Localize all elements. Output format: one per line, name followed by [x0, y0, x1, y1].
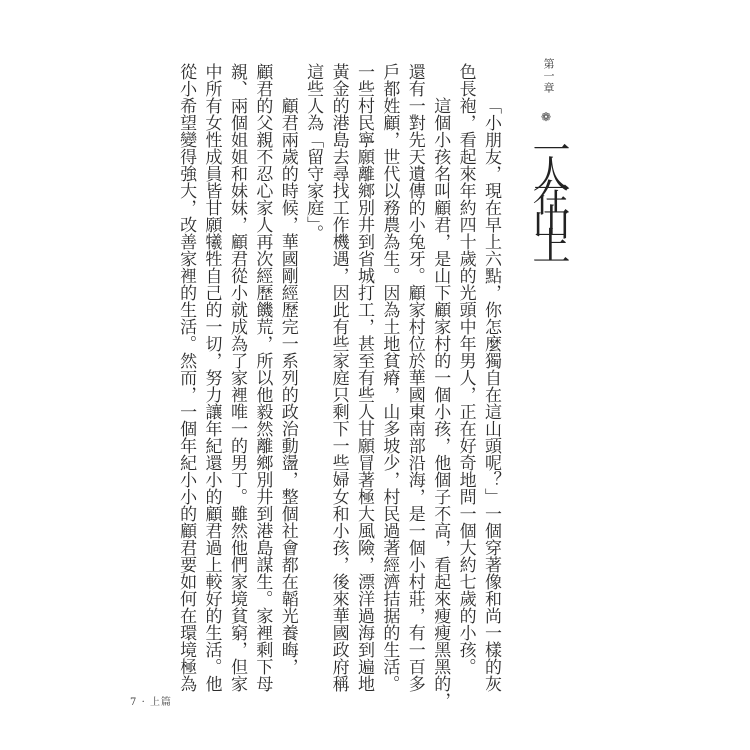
footer-separator: · [141, 697, 146, 708]
page-footer [130, 693, 172, 708]
text-column: 黃金的港島去尋找工作機遇，因此有些家庭只剩下一些婦女和小孩，後來華國政府稱 [328, 63, 349, 692]
text-column: 一些村民寧願離鄉別井到省城打工，甚至有些人甘願冒著極大風險，漂洋過海到遍地 [353, 63, 374, 692]
text-column: 戶都姓顧，世代以務農為生。因為土地貧瘠，山多坡少，村民過著經濟拮据的生活。 [379, 63, 400, 692]
text-column: 顧君兩歲的時候，華國剛經歷完一系列的政治動盪，整個社會都在韜光養晦， [277, 97, 298, 675]
text-column: 從小希望變得強大，改善家裡的生活。然而，一個年紀小小的顧君要如何在環境極為 [176, 63, 197, 692]
text-column: 色長袍，看起來年約四十歲的光頭中年男人，正在好奇地問一個大約七歲的小孩。 [455, 63, 476, 675]
chapter-label: 第一章 [542, 58, 555, 94]
body-text [173, 63, 503, 709]
text-column: 顧君的父親不忍心家人再次經歷饑荒，所以他毅然離鄉別井到港島謀生。家裡剩下母 [252, 63, 273, 692]
text-column: 中所有女性成員皆甘願犧牲自己的一切，努力讓年紀還小的顧君過上較好的生活。他 [201, 63, 222, 692]
text-column: 這個小孩名叫顧君，是山下顧家村的一個小孩，他個子不高，看起來瘦瘦黑黑的， [430, 97, 451, 709]
text-column: 「小朋友，現在早上六點，你怎麼獨自在這山頭呢？」一個穿著像和尚一樣的灰 [481, 97, 501, 692]
text-column: 這些人為「留守家庭」。 [303, 63, 324, 242]
text-column: 還有一對先天遺傳的小兔牙。顧家村位於華國東南部沿海，是一個小村莊，有一百多 [404, 63, 425, 692]
chapter-title: 一人在山上 [526, 130, 570, 250]
text-column: 親、兩個姐姐和妹妹，顧君從小就成為了家裡唯一的男丁。雖然他們家境貧窮，但家 [226, 63, 247, 692]
chapter-ornament-icon: ❁ [541, 110, 552, 124]
section-name: 上篇 [149, 697, 172, 708]
page-number: 7 [130, 697, 138, 708]
